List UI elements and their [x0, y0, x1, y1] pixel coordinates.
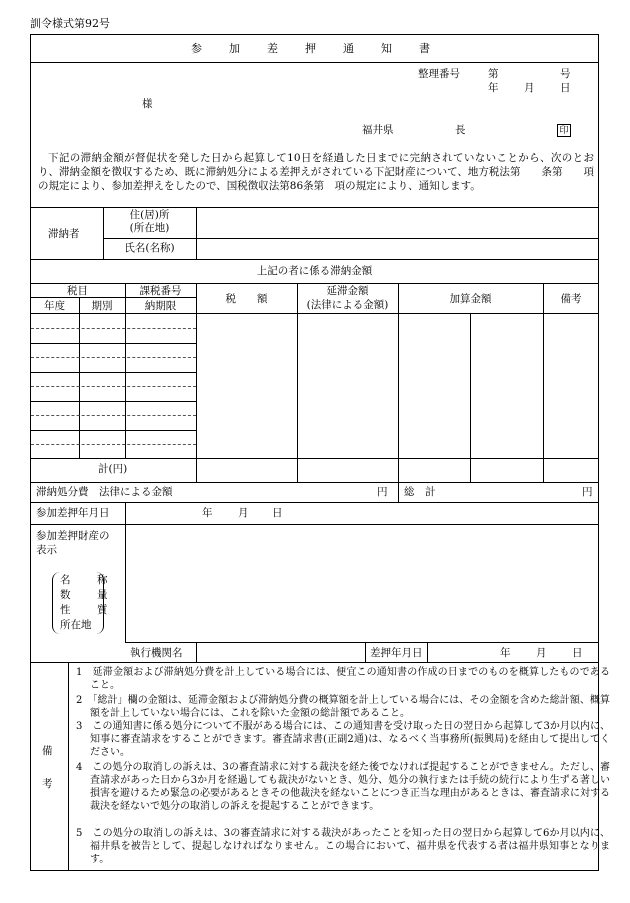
col-late-fee-sub: (法律による金額) — [306, 299, 389, 311]
remark-note-1: 1 延滞金額および滞納処分費を計上している場合には、便宜この通知書の作成の日までのものを概算したものであること。 — [76, 667, 610, 691]
ref-number-dai: 第 — [488, 68, 499, 80]
issuer-prefecture: 福井県 — [362, 124, 394, 136]
addressee-suffix: 様 — [142, 98, 153, 110]
col-additional: 加算金額 — [449, 293, 492, 305]
col-tax-item: 税目 — [67, 285, 88, 297]
seizure-year: 年 — [202, 507, 213, 519]
taxpayer-label: 滞納者 — [48, 228, 80, 240]
col-remarks: 備考 — [560, 293, 582, 305]
date-day-label: 日 — [560, 82, 571, 94]
original-seizure-month: 月 — [536, 647, 547, 659]
address-label-sub: (所在地) — [129, 222, 170, 234]
remark-note-3: 3 この通知書に係る処分について不服がある場合には、この通知書を受け取った日の翌日から起算して3か月以内に、知事に審査請求をすることができます。審査請求書(正副2通)は、なるべく当事務所(振興局)を経由して提出してください。 — [76, 721, 610, 758]
col-due-date: 納期限 — [144, 300, 177, 312]
col-tax-amount: 税 額 — [225, 293, 268, 305]
original-seizure-day: 日 — [572, 647, 583, 659]
grand-total-label: 総 計 — [404, 486, 436, 498]
seizure-month: 月 — [238, 507, 249, 519]
original-seizure-year: 年 — [500, 647, 511, 659]
amounts-section-title: 上記の者に係る滞納金額 — [256, 265, 373, 277]
ref-number-label: 整理番号 — [418, 68, 460, 80]
divider — [30, 62, 599, 63]
col-year: 年度 — [44, 300, 65, 312]
property-item-nature: 性 質 — [60, 604, 116, 616]
date-year-label: 年 — [488, 82, 499, 94]
agency-label: 執行機関名 — [130, 647, 183, 659]
property-item-location: 所在地 — [60, 619, 92, 631]
date-month-label: 月 — [524, 82, 535, 94]
seizure-day: 日 — [272, 507, 283, 519]
issuer-title: 長 — [455, 124, 466, 136]
seal-mark: 印 — [557, 124, 571, 137]
document-title: 参 加 差 押 通 知 書 — [191, 42, 438, 55]
name-label: 氏名(名称) — [124, 242, 175, 254]
original-seizure-date-label: 差押年月日 — [370, 647, 423, 659]
divider — [30, 207, 599, 208]
col-tax-number: 課税番号 — [139, 285, 182, 297]
col-late-fee: 延滞金額 — [326, 285, 369, 297]
seizure-date-label: 参加差押年月日 — [36, 507, 110, 519]
remarks-label-sub: 考 — [42, 778, 53, 790]
property-item-quantity: 数 量 — [60, 589, 116, 601]
property-label-sub: 表示 — [36, 544, 57, 556]
col-period: 期別 — [91, 300, 113, 312]
form-number: 訓令様式第92号 — [30, 17, 110, 30]
remark-note-5: 5 この処分の取消しの訴えは、3の審査請求に対する裁決があったことを知った日の翌日から起算して6か月以内に、福井県を被告として、提起しなければなりません。この場合において、福井県を代表する者は福井県知事となります。 — [76, 828, 610, 865]
property-label: 参加差押財産の — [36, 530, 110, 542]
address-label: 住(居)所 — [129, 209, 170, 221]
remarks-label: 備 — [42, 745, 53, 757]
property-item-name: 名 称 — [60, 574, 116, 586]
grand-total-yen: 円 — [582, 486, 593, 498]
remark-note-2: 2 「総計」欄の金額は、延滞金額および滞納処分費の概算額を計上している場合には、その金額を含めた総計額、概算額を計上していない場合には、これを除いた金額の総計額であること。 — [76, 695, 610, 719]
ref-number-go: 号 — [560, 68, 571, 80]
fees-label: 滞納処分費 法律による金額 — [36, 486, 173, 498]
remark-note-4: 4 この処分の取消しの訴えは、3の審査請求に対する裁決を経た後でなければ提起することができません。ただし、審査請求があった日から3か月を経過しても裁決がないとき、処分、処分の執行または手続の続行により生ずる著しい損害を避けるため緊急の必要があるときその他裁決を経ないことにつき正当な理由があるときは、審査請求に対する裁決を経ないで処分の取消しの訴えを提起することができます。 — [76, 762, 610, 812]
total-label: 計(円) — [98, 463, 128, 475]
fees-yen: 円 — [377, 486, 388, 498]
intro-paragraph: 下記の滞納金額が督促状を発した日から起算して10日を経過した日までに完納されていないことから、次のとおり、滞納金額を徴収するため、既に滞納処分による差押えがされている下記財産について、地方税法第 条第 項の規定により、参加差押えをしたので、国税徴収法第86条第 項の規定により、通知します。 — [38, 152, 594, 192]
